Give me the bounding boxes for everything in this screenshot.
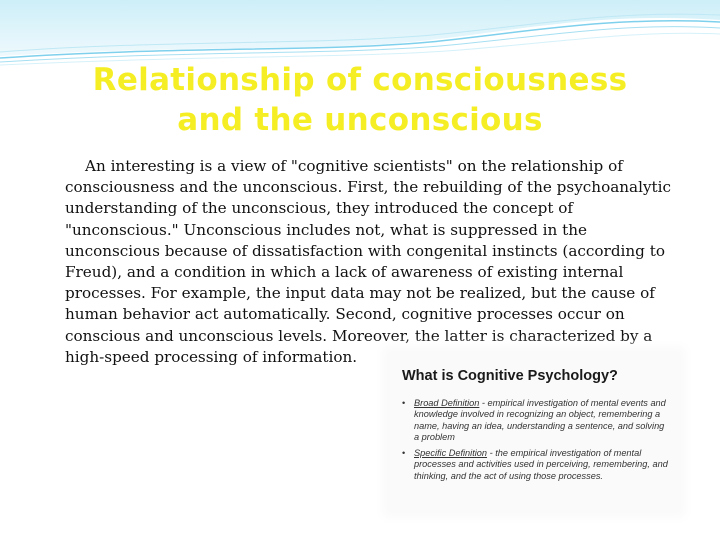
figure-item-broad [402,398,670,443]
figure-item-definition: - empirical investigation of mental events and knowledge involved in recognizing an object, remembering a name, having an idea, understanding a sentence, and solving a problem [414,398,666,442]
wave-fill [0,0,720,56]
slide-title-line-2: and the unconscious [177,102,543,138]
figure-item-specific [402,448,670,482]
body-paragraph: An interesting is a view of "cognitive scientists" on the relationship of consciousness and the unconscious. First, the rebuilding of the psychoanalytic understanding of the unconscious, they introduced the concept of "unconscious." Unconscious includes not, what is suppressed in the unconscious because of dissatisfaction with congenital instincts (according to Freud), and a condition in which a lack of awareness of existing internal processes. For example, the input data may not be realized, but the cause of human behavior act automatically. Second, cognitive processes occur on conscious and unconscious levels. Moreover, the latter is characterized by a high-speed processing of information. [65,157,672,366]
figure-item-text [414,398,670,443]
figure-item-definition: - the empirical investigation of mental processes and activities used in perceiving, remembering, and thinking, and the act of using those processes. [414,448,668,481]
slide-title [20,60,700,140]
slide-title-line-1: Relationship of consciousness [92,62,628,98]
cognitive-psychology-figure [388,352,680,512]
figure-title: What is Cognitive Psychology? [402,368,618,384]
figure-item-term: Broad Definition [414,398,480,408]
bullet-icon: • [402,448,406,458]
figure-item-term: Specific Definition [414,448,488,458]
bullet-icon: • [402,398,406,408]
figure-item-text [414,448,670,482]
